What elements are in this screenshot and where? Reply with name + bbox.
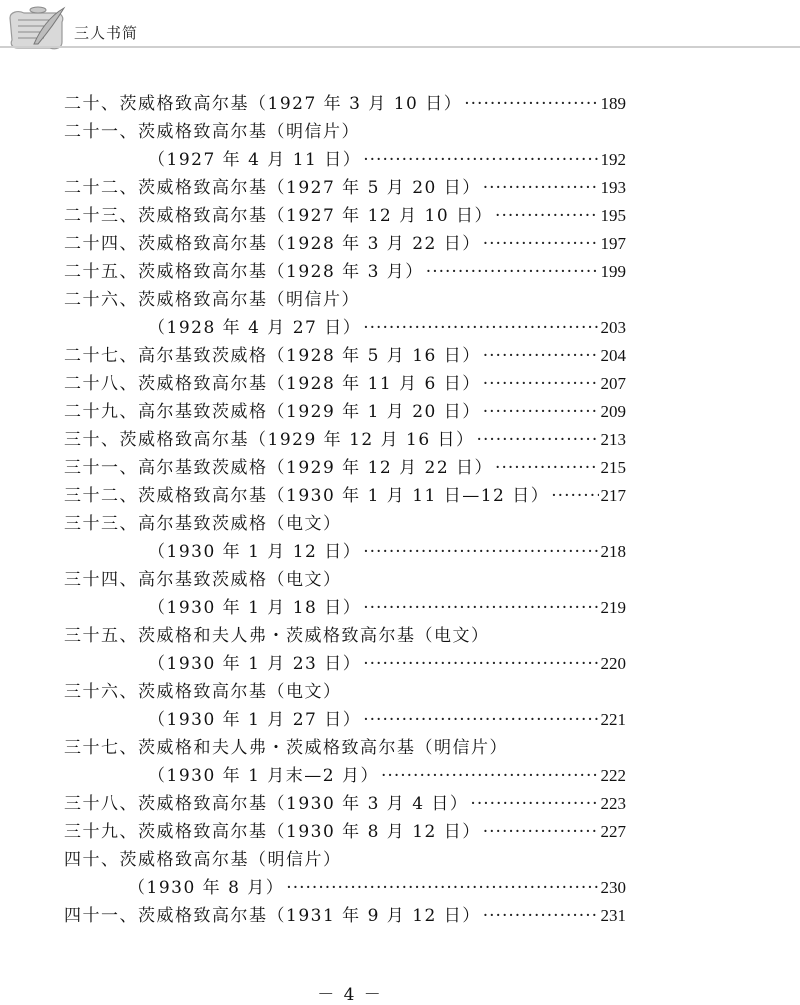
toc-leader-dots (426, 261, 599, 283)
toc-entry (148, 149, 626, 171)
toc-leader-dots (286, 877, 598, 899)
toc-entry (64, 121, 626, 143)
toc-leader-dots (551, 485, 598, 507)
toc-entry-title: 二十四、茨威格致高尔基（1928 年 3 月 22 日） (64, 234, 481, 254)
toc-entry-page: 193 (600, 178, 626, 197)
toc-entry (64, 205, 626, 227)
toc-entry-title: （1930 年 8 月） (128, 878, 285, 898)
toc-entry-page: 192 (600, 150, 626, 169)
toc-leader-dots (363, 709, 598, 731)
toc-entry-title: 二十五、茨威格致高尔基（1928 年 3 月） (64, 262, 424, 282)
toc-entry-title: 二十八、茨威格致高尔基（1928 年 11 月 6 日） (64, 374, 481, 394)
toc-entry (148, 709, 626, 731)
toc-entry (64, 233, 626, 255)
toc-entry-title: 二十九、高尔基致茨威格（1929 年 1 月 20 日） (64, 402, 481, 422)
toc-entry (64, 429, 626, 451)
toc-entry (64, 849, 626, 871)
toc-entry-title: 二十七、高尔基致茨威格（1928 年 5 月 16 日） (64, 346, 481, 366)
toc-entry-title: 四十一、茨威格致高尔基（1931 年 9 月 12 日） (64, 906, 481, 926)
toc-entry-title: 三十六、茨威格致高尔基（电文） (64, 682, 342, 702)
toc-leader-dots (483, 401, 599, 423)
toc-entry (64, 261, 626, 283)
toc-leader-dots (363, 597, 598, 619)
toc-entry (148, 541, 626, 563)
toc-entry (64, 485, 626, 507)
toc-entry (64, 905, 626, 927)
toc-entry (64, 681, 626, 703)
toc-entry-page: 195 (600, 206, 626, 225)
toc-entry-page: 199 (600, 262, 626, 281)
toc-entry (148, 765, 626, 787)
toc-leader-dots (363, 149, 598, 171)
toc-entry-title: （1927 年 4 月 11 日） (148, 150, 362, 170)
toc-entry-page: 222 (600, 766, 626, 785)
toc-entry (64, 821, 626, 843)
toc-entry-title: 三十七、茨威格和夫人弗・茨威格致高尔基（明信片） (64, 738, 508, 758)
toc-leader-dots (381, 765, 598, 787)
toc-entry-title: 四十、茨威格致高尔基（明信片） (64, 850, 342, 870)
page-number: － 4 － (317, 985, 383, 1005)
toc-entry-title: 二十三、茨威格致高尔基（1927 年 12 月 10 日） (64, 206, 494, 226)
toc-entry-page: 209 (600, 402, 626, 421)
toc-entry (64, 569, 626, 591)
toc-entry-title: （1930 年 1 月 12 日） (148, 542, 362, 562)
toc-leader-dots (483, 373, 599, 395)
toc-entry-title: （1930 年 1 月 23 日） (148, 654, 362, 674)
toc-entry-page: 189 (600, 94, 626, 113)
toc-entry-page: 219 (600, 598, 626, 617)
toc-entry-title: 三十三、高尔基致茨威格（电文） (64, 514, 342, 534)
toc-entry (64, 373, 626, 395)
toc-entry (148, 653, 626, 675)
toc-entry-title: 三十一、高尔基致茨威格（1929 年 12 月 22 日） (64, 458, 494, 478)
toc-entry-title: 二十一、茨威格致高尔基（明信片） (64, 122, 360, 142)
toc-leader-dots (483, 177, 599, 199)
toc-entry-title: （1928 年 4 月 27 日） (148, 318, 362, 338)
toc-entry-page: 220 (600, 654, 626, 673)
toc-entry (64, 793, 626, 815)
toc-leader-dots (363, 653, 598, 675)
toc-entry (64, 289, 626, 311)
toc-entry-title: 三十二、茨威格致高尔基（1930 年 1 月 11 日—12 日） (64, 486, 550, 506)
toc-leader-dots (363, 541, 598, 563)
toc-entry-title: 二十、茨威格致高尔基（1927 年 3 月 10 日） (64, 94, 463, 114)
toc-entry (64, 93, 626, 115)
toc-entry-page: 227 (600, 822, 626, 841)
toc-entry (64, 513, 626, 535)
toc-entry (148, 317, 626, 339)
toc-entry (64, 457, 626, 479)
toc-entry-title: 三十八、茨威格致高尔基（1930 年 3 月 4 日） (64, 794, 469, 814)
toc-entry-title: （1930 年 1 月 27 日） (148, 710, 362, 730)
toc-entry-title: 二十六、茨威格致高尔基（明信片） (64, 290, 360, 310)
toc-leader-dots (495, 457, 598, 479)
toc-leader-dots (483, 905, 599, 927)
toc-leader-dots (363, 317, 598, 339)
toc-entry-page: 207 (600, 374, 626, 393)
toc-entry (64, 625, 626, 647)
toc-leader-dots (477, 429, 599, 451)
toc-entry-page: 231 (600, 906, 626, 925)
toc-leader-dots (483, 821, 599, 843)
toc-leader-dots (483, 233, 599, 255)
toc-leader-dots (495, 205, 598, 227)
toc-entry (64, 401, 626, 423)
toc-leader-dots (464, 93, 598, 115)
toc-entry-title: （1930 年 1 月 18 日） (148, 598, 362, 618)
toc-entry (148, 597, 626, 619)
toc-leader-dots (470, 793, 598, 815)
toc-entry-page: 218 (600, 542, 626, 561)
toc-leader-dots (483, 345, 599, 367)
toc-entry-title: 二十二、茨威格致高尔基（1927 年 5 月 20 日） (64, 178, 481, 198)
toc-entry-page: 223 (600, 794, 626, 813)
toc-entry-title: 三十五、茨威格和夫人弗・茨威格致高尔基（电文） (64, 626, 490, 646)
toc-entry (64, 737, 626, 759)
toc-entry-page: 217 (600, 486, 626, 505)
toc-entry-title: 三十九、茨威格致高尔基（1930 年 8 月 12 日） (64, 822, 481, 842)
toc-entry (64, 177, 626, 199)
toc-entry-title: （1930 年 1 月末—2 月） (148, 766, 380, 786)
book-title: 三人书简 (74, 24, 139, 42)
toc-entry-page: 197 (600, 234, 626, 253)
toc-entry-title: 三十、茨威格致高尔基（1929 年 12 月 16 日） (64, 430, 475, 450)
toc-entry-page: 215 (600, 458, 626, 477)
toc-entry-page: 221 (600, 710, 626, 729)
toc-entry-page: 230 (600, 878, 626, 897)
toc-entry-page: 203 (600, 318, 626, 337)
toc-entry (128, 877, 626, 899)
toc-entry-title: 三十四、高尔基致茨威格（电文） (64, 570, 342, 590)
toc-entry (64, 345, 626, 367)
toc-entry-page: 204 (600, 346, 626, 365)
toc-entry-page: 213 (600, 430, 626, 449)
